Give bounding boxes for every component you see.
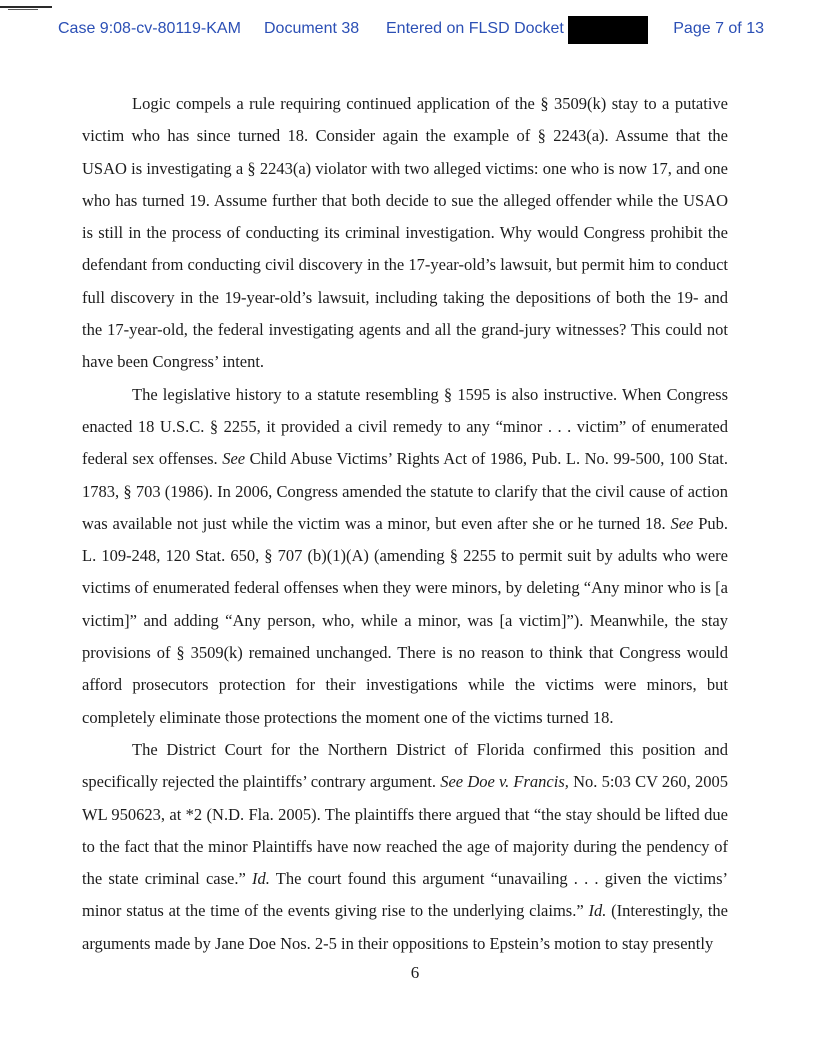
document-body xyxy=(82,88,728,960)
ecf-header-stamp xyxy=(58,16,764,42)
citation-signal: See xyxy=(222,449,246,469)
redaction-box xyxy=(568,16,648,44)
paragraph-text: Child Abuse Victims’ Rights Act of 1986, Pub. L. No. 99-500, 100 Stat. 1783, § 703 (1986). In 2006, Congress amended the statute to clarify that the civil cause of action was available not just while the victim was a minor, but even after she or he turned 18. xyxy=(82,449,728,533)
citation-id: Id. xyxy=(251,869,270,889)
entered-on-docket: Entered on FLSD Docket xyxy=(386,20,564,37)
page-of-total: Page 7 of 13 xyxy=(673,20,764,37)
page-number: 6 xyxy=(410,963,420,982)
paragraph-text: The District Court for the Northern District of Florida confirmed this position and specifically rejected the plaintiffs’ contrary argument. xyxy=(82,739,728,792)
paragraph-text: No. 5:03 CV 260, 2005 WL 950623, at *2 (N.D. Fla. 2005). The plaintiffs there argued that “the stay should be lifted due to the fact that the minor Plaintiffs have now reached the age of majority during the pendency of the state criminal case.” xyxy=(82,772,728,889)
scan-corner-rule xyxy=(0,6,52,8)
paragraph-text: The legislative history to a statute resembling § 1595 is also instructive. When Congress enacted 18 U.S.C. § 2255, it provided a civil remedy to any “minor . . . victim” of enumerated federal sex offenses. xyxy=(82,384,728,469)
paragraph-text: Pub. L. 109-248, 120 Stat. 650, § 707 (b)(1)(A) (amending § 2255 to permit suit by adults who were victims of enumerated federal offenses when they were minors, by deleting “Any minor who is [a victim]” and adding “Any person, who, while a minor, was [a victim]”). Meanwhile, the stay provisions of § 3509(k) remained unchanged. There is no reason to think that Congress would afford prosecutors protection for their investigations while the victims were minors, but completely eliminate those protections the moment one of the victims turned 18. xyxy=(82,513,728,727)
paragraph-district-court xyxy=(82,734,728,960)
case-citation: See Doe v. Francis, xyxy=(440,772,569,792)
paragraph-legislative-history xyxy=(82,379,728,734)
paragraph-text: The court found this argument “unavailing . . . given the victims’ minor status at the time of the events giving rise to the underlying claims.” xyxy=(82,869,728,921)
document-number: Document 38 xyxy=(264,20,360,37)
paragraph-text: Logic compels a rule requiring continued application of the § 3509(k) stay to a putative victim who has since turned 18. Consider again the example of § 2243(a). Assume that the USAO is investigating a § 2243(a) violator with two alleged victims: one who is now 17, and one who has turned 19. Assume further that both decide to sue the alleged offender while the USAO is still in the process of conducting its criminal investigation. Why would Congress prohibit the defendant from conducting civil discovery in the 17-year-old’s lawsuit, but permit him to conduct full discovery in the 19-year-old’s lawsuit, including taking the depositions of both the 19- and the 17-year-old, the federal investigating agents and all the grand-jury witnesses? This could not have been Congress’ intent. xyxy=(82,94,728,372)
case-number: Case 9:08-cv-80119-KAM xyxy=(58,20,241,37)
paragraph-logic xyxy=(82,88,728,379)
scan-corner-rule-thin xyxy=(8,9,38,10)
citation-signal: See xyxy=(670,513,694,533)
paragraph-text: (Interestingly, the arguments made by Jane Doe Nos. 2-5 in their oppositions to Epstein’s motion to stay presently xyxy=(82,901,729,953)
citation-id: Id. xyxy=(588,901,607,921)
